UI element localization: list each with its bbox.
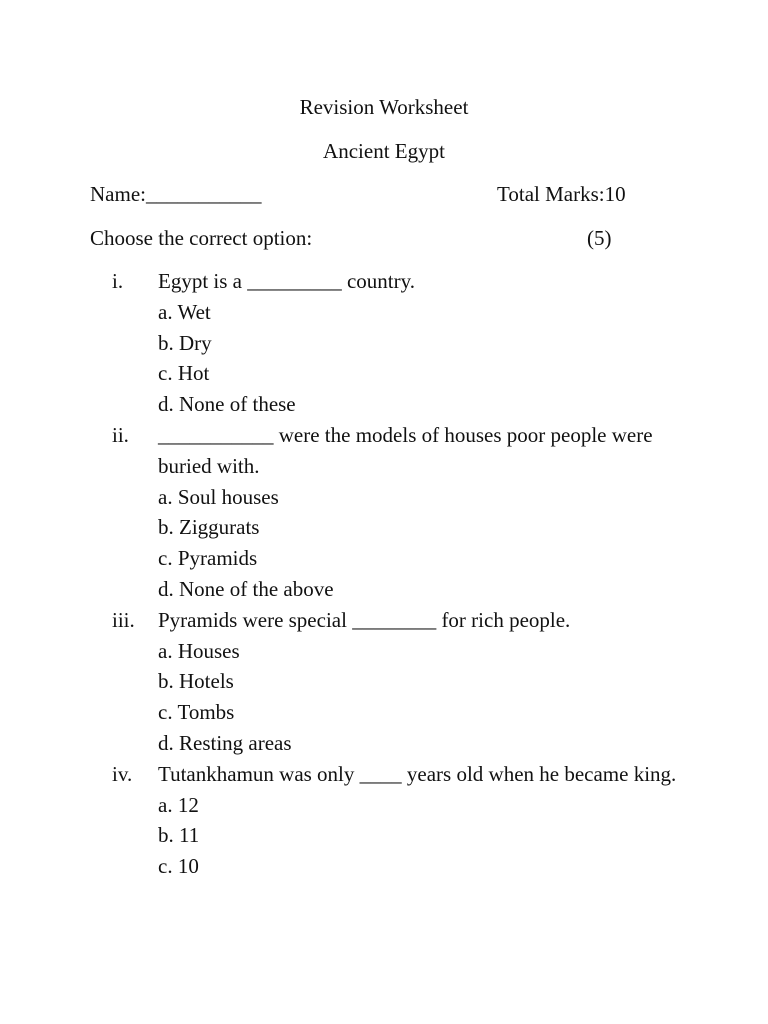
worksheet-title: Revision Worksheet <box>299 95 469 119</box>
option-item <box>158 820 768 851</box>
question-text: ___________ were the models of houses poor people were buried with. <box>158 422 653 478</box>
option-list <box>0 636 768 759</box>
option-letter: a. <box>158 484 173 509</box>
total-marks-label: Total Marks:10 <box>497 182 626 206</box>
question-text: Pyramids were special ________ for rich people. <box>158 607 571 632</box>
option-text: Wet <box>177 299 211 324</box>
option-letter: a. <box>158 638 173 663</box>
question-list <box>0 266 768 882</box>
option-item <box>158 358 768 389</box>
option-letter: d. <box>158 392 174 417</box>
option-text: Houses <box>177 638 240 663</box>
question-item <box>0 605 768 759</box>
question-item <box>0 759 768 882</box>
option-text: Ziggurats <box>179 515 260 540</box>
option-letter: d. <box>158 730 174 755</box>
option-letter: a. <box>158 299 173 324</box>
option-item <box>158 297 768 328</box>
option-letter: c. <box>158 854 173 879</box>
option-letter: a. <box>158 792 173 817</box>
name-field-label: Name:___________ <box>90 182 262 206</box>
option-letter: c. <box>158 546 173 571</box>
option-text: Soul houses <box>177 484 279 509</box>
option-letter: b. <box>158 330 174 355</box>
question-number: ii. <box>112 422 129 447</box>
option-item <box>158 482 768 513</box>
option-letter: b. <box>158 823 174 848</box>
option-text: Hotels <box>179 669 234 694</box>
option-item <box>158 666 768 697</box>
option-list <box>0 790 768 882</box>
option-text: 11 <box>179 823 200 848</box>
option-item <box>158 790 768 821</box>
question-item <box>0 266 768 420</box>
question-text: Tutankhamun was only ____ years old when he became king. <box>158 761 677 786</box>
option-letter: c. <box>158 700 173 725</box>
option-text: Resting areas <box>179 730 292 755</box>
option-letter: b. <box>158 515 174 540</box>
option-text: Pyramids <box>177 546 258 571</box>
option-list <box>0 482 768 605</box>
option-item <box>158 389 768 420</box>
option-letter: c. <box>158 361 173 386</box>
option-item <box>158 328 768 359</box>
option-text: 12 <box>177 792 199 817</box>
option-text: Dry <box>179 330 212 355</box>
option-item <box>158 851 768 882</box>
question-number: iv. <box>112 761 133 786</box>
section-instruction: Choose the correct option: <box>90 226 313 250</box>
option-item <box>158 728 768 759</box>
option-text: None of the above <box>179 576 334 601</box>
option-text: None of these <box>179 392 296 417</box>
option-letter: b. <box>158 669 174 694</box>
option-item <box>158 636 768 667</box>
option-letter: d. <box>158 576 174 601</box>
section-marks: (5) <box>587 226 612 250</box>
question-item <box>0 420 768 605</box>
option-text: 10 <box>177 854 199 879</box>
option-item <box>158 697 768 728</box>
question-number: i. <box>112 269 124 293</box>
option-text: Hot <box>177 361 210 386</box>
option-item <box>158 543 768 574</box>
question-number: iii. <box>112 607 135 632</box>
option-list <box>0 297 768 420</box>
option-item <box>158 512 768 543</box>
worksheet-subtitle: Ancient Egypt <box>323 139 445 163</box>
question-text: Egypt is a _________ country. <box>158 269 416 293</box>
option-text: Tombs <box>177 700 235 725</box>
option-item <box>158 574 768 605</box>
